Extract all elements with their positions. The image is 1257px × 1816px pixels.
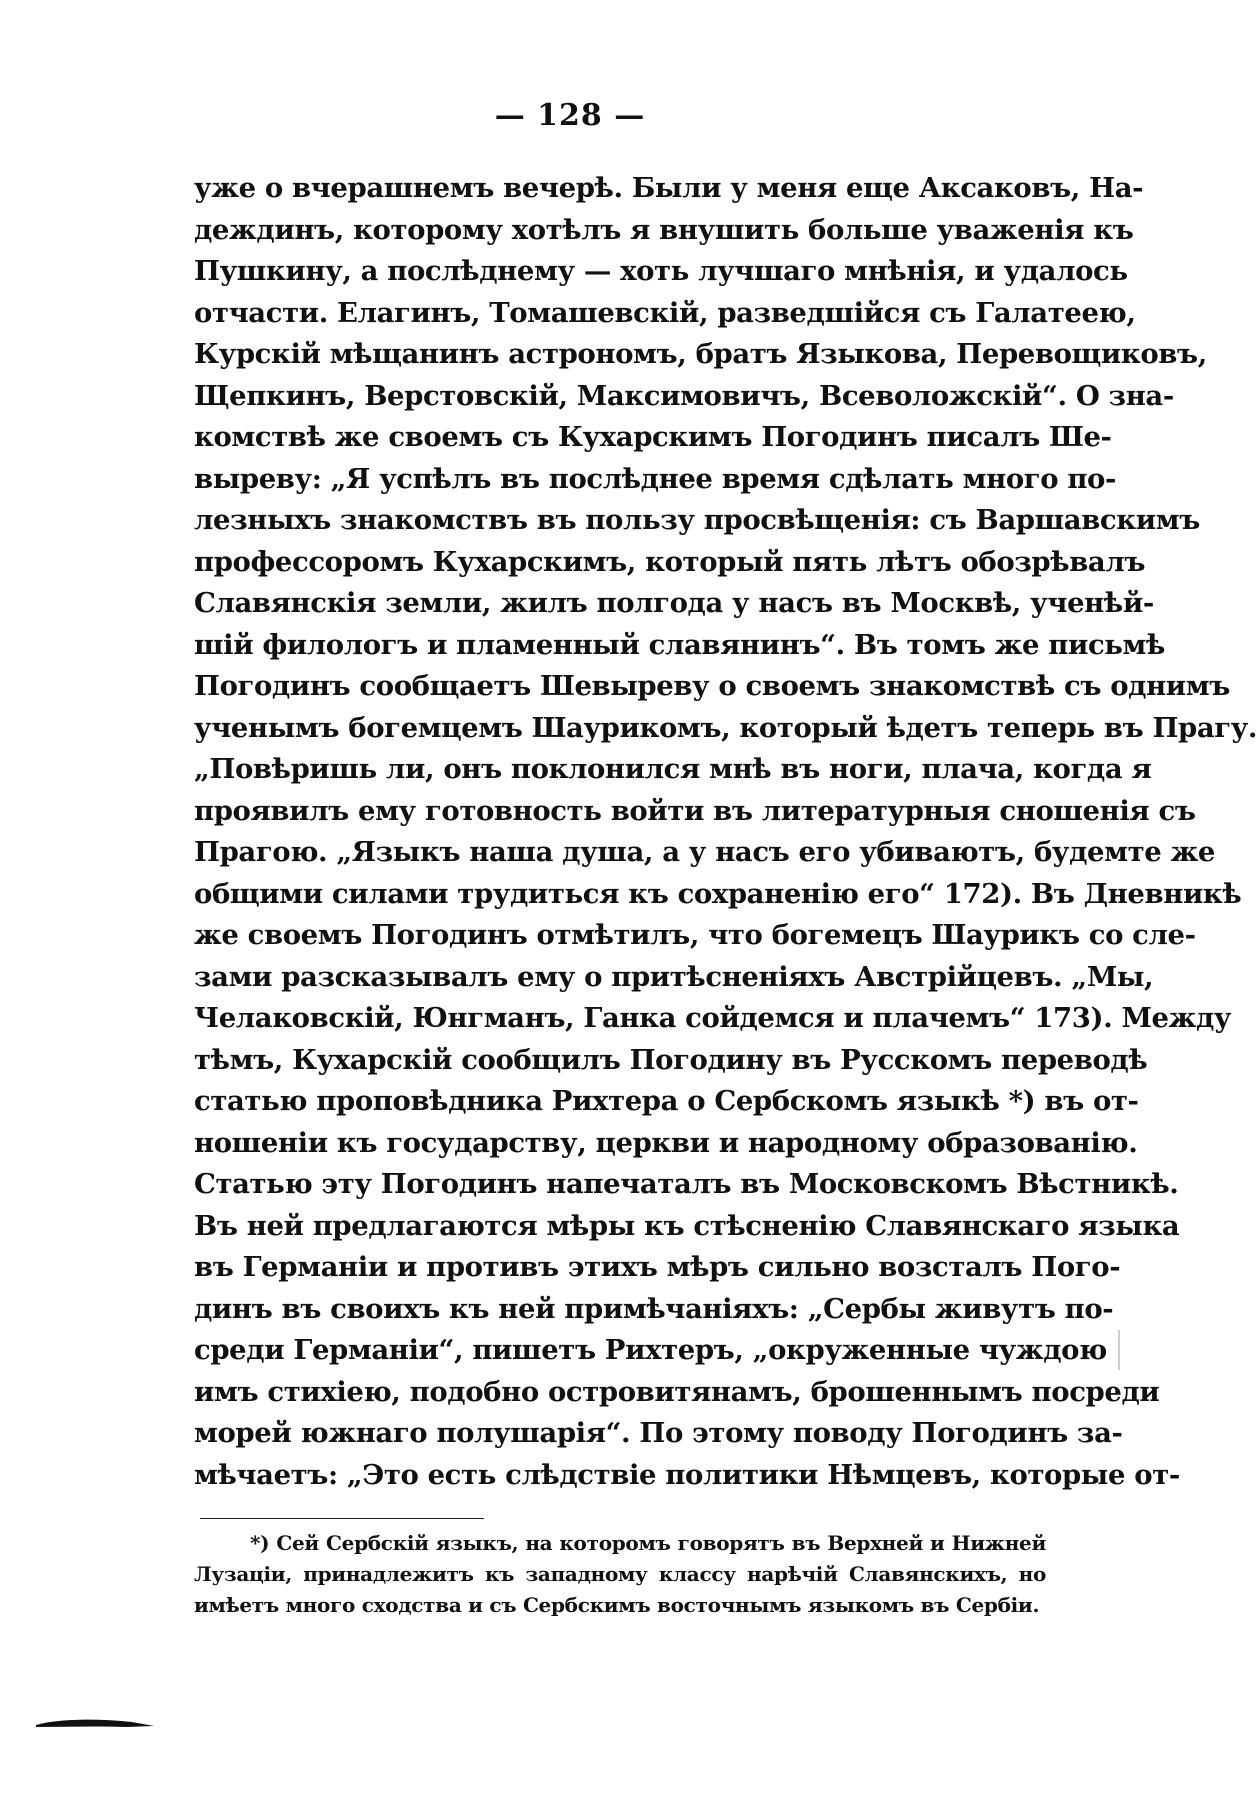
text-line: деждинъ, которому хотѣлъ я внушить больше уваженія къ — [194, 213, 1134, 246]
footnote-divider — [200, 1518, 484, 1519]
page-edge-mark — [1118, 1330, 1120, 1370]
ink-smudge-mark — [36, 1718, 156, 1728]
text-line: тѣмъ, Кухарскій сообщилъ Погодину въ Русскомъ переводѣ — [194, 1043, 1148, 1076]
page-number: — 128 — — [494, 98, 646, 133]
text-line: проявилъ ему готовность войти въ литературныя сношенія съ — [194, 794, 1196, 827]
text-line: выреву: „Я успѣлъ въ послѣднее время сдѣлать много по- — [194, 462, 1117, 495]
text-line: Славянскія земли, жилъ полгода у насъ въ Москвѣ, ученѣй- — [194, 587, 1154, 619]
text-line: „Повѣришь ли, онъ поклонился мнѣ въ ноги, плача, когда я — [194, 753, 1152, 785]
text-line: Въ ней предлагаются мѣры къ стѣсненію Славянскаго языка — [194, 1209, 1180, 1242]
text-line: Челаковскій, Юнгманъ, Ганка сойдемся и плачемъ“ 173). Между — [194, 1002, 1232, 1034]
text-line: лезныхъ знакомствъ въ пользу просвѣщенія: съ Варшавскимъ — [194, 504, 1200, 536]
text-line: профессоромъ Кухарскимъ, который пять лѣтъ обозрѣвалъ — [194, 545, 1146, 578]
text-line: Прагою. „Языкъ наша душа, а у насъ его убиваютъ, будемте же — [194, 836, 1215, 868]
text-line: ношеніи къ государству, церкви и народному образованію. — [194, 1126, 1138, 1159]
text-line: же своемъ Погодинъ отмѣтилъ, что богемецъ Шаурикъ со сле- — [194, 919, 1196, 951]
text-line: среди Германіи“, пишетъ Рихтеръ, „окруженные чуждою — [194, 1334, 1107, 1366]
text-line: мѣчаетъ: „Это есть слѣдствіе политики Нѣмцевъ, которые от- — [194, 1458, 1180, 1491]
text-line: ученымъ богемцемъ Шаурикомъ, который ѣдетъ теперь въ Прагу. — [194, 711, 1257, 744]
text-line: общими силами трудиться къ сохраненію его“ 172). Въ Дневникѣ — [194, 877, 1242, 910]
text-line: шій филологъ и пламенный славянинъ“. Въ томъ же письмѣ — [194, 628, 1165, 661]
text-line: Пушкину, а послѣднему — хоть лучшаго мнѣнія, и удалось — [194, 255, 1128, 287]
text-line: динъ въ своихъ къ ней примѣчаніяхъ: „Сербы живутъ по- — [194, 1292, 1114, 1325]
text-line: уже о вчерашнемъ вечерѣ. Были у меня еще Аксаковъ, На- — [194, 172, 1144, 204]
text-line: Статью эту Погодинъ напечаталъ въ Московскомъ Вѣстникѣ. — [194, 1168, 1179, 1200]
text-line: зами разсказывалъ ему о притѣсненіяхъ Австрійцевъ. „Мы, — [194, 960, 1154, 993]
text-line: въ Германіи и противъ этихъ мѣръ сильно возсталъ Пого- — [194, 1251, 1121, 1283]
footnotes — [194, 1528, 1046, 1621]
footnote-line: Лузаціи, принадлежитъ къ западному классу нарѣчій Славянскихъ, но — [194, 1562, 1046, 1586]
text-line: отчасти. Елагинъ, Томашевскій, разведшійся съ Галатеею, — [194, 296, 1136, 329]
body-text — [194, 168, 1257, 1496]
text-line: статью проповѣдника Рихтера о Сербскомъ языкѣ *) въ от- — [194, 1085, 1139, 1117]
text-line: Погодинъ сообщаетъ Шевыреву о своемъ знакомствѣ съ однимъ — [194, 670, 1230, 702]
text-line: Курскій мѣщанинъ астрономъ, братъ Языкова, Перевощиковъ, — [194, 338, 1207, 370]
footnote-line: имѣетъ много сходства и съ Сербскимъ восточнымъ языкомъ въ Сербіи. — [194, 1593, 1040, 1617]
text-line: морей южнаго полушарія“. По этому поводу Погодинъ за- — [194, 1417, 1123, 1449]
text-line: комствѣ же своемъ съ Кухарскимъ Погодинъ писалъ Ше- — [194, 421, 1112, 453]
text-line: Щепкинъ, Верстовскій, Максимовичъ, Всеволожскій“. О зна- — [194, 379, 1174, 412]
text-line: имъ стихіею, подобно островитянамъ, брошеннымъ посреди — [194, 1375, 1160, 1408]
footnote-line: *) Сей Сербскій языкъ, на которомъ говорятъ въ Верхней и Нижней — [250, 1531, 1046, 1555]
